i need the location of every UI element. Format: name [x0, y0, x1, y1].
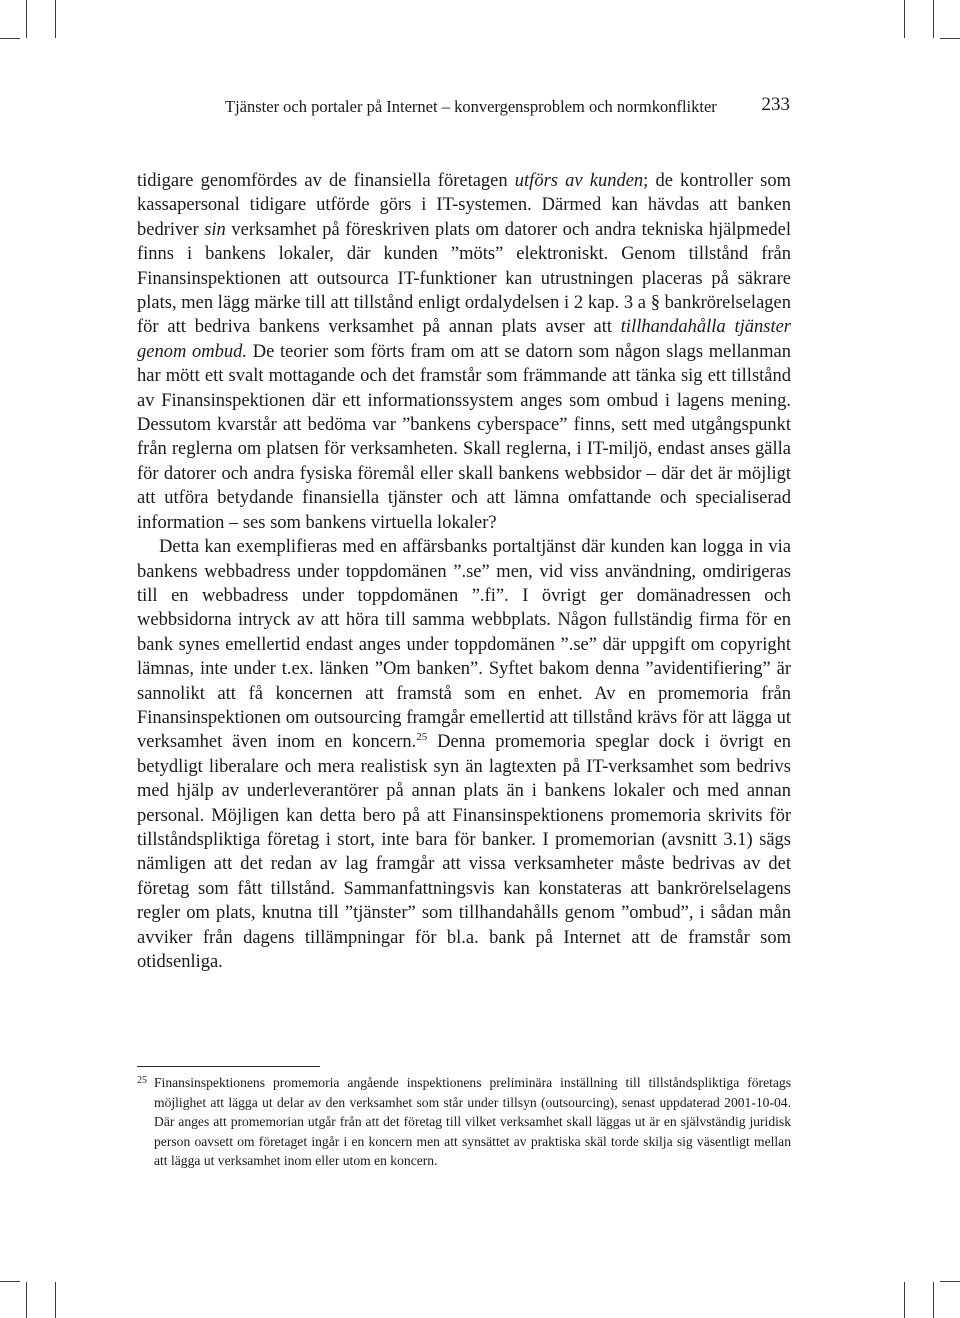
crop-mark-bottom-right-horizontal: [940, 1281, 960, 1282]
footnote: [137, 1073, 791, 1171]
crop-mark-top-right-horizontal: [940, 38, 960, 39]
crop-mark-top-left-vertical-inner: [55, 0, 56, 38]
paragraph-2-text-2: Denna promemoria speglar dock i övrigt en betydligt liberalare och mera realistisk syn än lagtexten på IT-verksamhet som bedrivs med hjälp av underleverantörer på annan plats än i bankens lokaler och med annan personal. Möjligen kan detta bero på att Finansinspektionens promemoria skrivits för tillståndspliktiga företag i stort, inte bara för banker. I promemorian (avsnitt 3.1) sägs nämligen att det redan av lag framgår att vissa verksamheter måste bedrivas av det företag som fått tillstånd. Sammanfattningsvis kan konstateras att bankrörelselagens regler om plats, knutna till ”tjänster” som tillhandahålls genom ”ombud”, i sådan mån avviker från dagens tillämpningar för bl.a. bank på Internet att de framstår som otidsenliga.: [137, 732, 791, 972]
paragraph-1-emphasis-2: sin: [204, 219, 226, 240]
paragraph-1: [137, 169, 791, 535]
crop-mark-bottom-left-vertical: [26, 1282, 27, 1318]
crop-mark-bottom-left-vertical-inner: [55, 1282, 56, 1318]
paragraph-1-emphasis-3: tillhandahålla tjänster genom ombud.: [137, 317, 791, 362]
paragraph-1-text-4: De teorier som förts fram om att se datorn som någon slags mellanman har mött ett svalt mottagande och det framstår som främmande att tänka sig ett tillstånd av Finansinspektionen där ett informationssystem anges som ombud i lagens mening. Dessutom kvarstår att bedöma var ”bankens cyberspace” finns, sett med utgångspunkt från reglerna om platsen för verksamheten. Skall reglerna, i IT-miljö, endast anses gälla för datorer och andra fysiska föremål eller skall bankens webbsidor – där det är möjligt att utföra betydande finansiella tjänster och att lämna omfattande och specialiserad information – ses som bankens virtuella lokaler?: [137, 341, 791, 533]
footnote-reference: 25: [416, 731, 428, 744]
crop-mark-top-right-vertical: [904, 0, 905, 38]
paragraph-1-text-1: tidigare genomfördes av de finansiella företagen: [137, 171, 515, 191]
crop-mark-bottom-left-horizontal: [0, 1281, 20, 1282]
footnote-number: 25: [137, 1075, 147, 1086]
crop-mark-top-left-horizontal: [0, 38, 20, 39]
crop-mark-bottom-right-vertical-inner: [933, 1282, 934, 1318]
paragraph-1-text-3: verksamhet på föreskriven plats om datorer och andra tekniska hjälpmedel finns i bankens lokaler, där kunden ”möts” elektroniskt. Genom tillstånd från Finansinspektionen att outsourca IT-funktioner kan utrustningen placeras på säkrare plats, men lägg märke till att tillstånd enligt ordalydelsen i 2 kap. 3 a § bankrörelselagen för att bedriva bankens verksamhet på annan plats avser att: [137, 219, 791, 338]
page-header: [225, 95, 790, 119]
page-number: 233: [761, 94, 790, 115]
paragraph-1-text-2: ; de kontroller som kassapersonal tidigare utförde görs i IT-systemen. Därmed kan hävdas att banken bedriver: [137, 171, 791, 240]
paragraph-2: [137, 535, 791, 974]
footnote-text: Finansinspektionens promemoria angående inspektionens preliminära inställning till tillståndspliktiga företags möjlighet att lägga ut delar av den verksamhet som står under tillsyn (outsourcing), senast uppdaterad 2001-10-04. Där anges att promemorian utgår från att det företag till vilket verksamhet skall läggas ut är en självständig juridisk person oavsett om företaget ingår i en koncern men att synsättet av praktiska skäl torde skilja sig väsentligt mellan att lägga ut verksamhet inom eller utom en koncern.: [154, 1075, 791, 1169]
crop-mark-top-right-vertical-inner: [933, 0, 934, 38]
crop-mark-bottom-right-vertical: [904, 1282, 905, 1318]
paragraph-1-emphasis-1: utförs av kunden: [514, 171, 644, 191]
body-text: [137, 169, 791, 974]
running-title: Tjänster och portaler på Internet – konvergensproblem och normkonflikter: [225, 97, 717, 116]
crop-mark-top-left-vertical: [26, 0, 27, 38]
paragraph-2-text-1: Detta kan exemplifieras med en affärsbanks portaltjänst där kunden kan logga in via bankens webbadress under toppdomänen ”.se” men, vid viss användning, omdirigeras till en webbadress under toppdomänen ”.fi”. I övrigt ger domänadressen och webbsidorna intryck av att höra till samma webbplats. Någon fullständig firma för en bank synes emellertid endast anges under toppdomänen ”.se” där uppgift om copyright lämnas, inte under t.ex. länken ”Om banken”. Syftet bakom denna ”avidentifiering” är sannolikt att få koncernen att framstå som en enhet. Av en promemoria från Finansinspektionen om outsourcing framgår emellertid att tillstånd krävs för att lägga ut verksamhet även inom en koncern.: [137, 537, 791, 753]
footnote-separator: [137, 1066, 320, 1067]
